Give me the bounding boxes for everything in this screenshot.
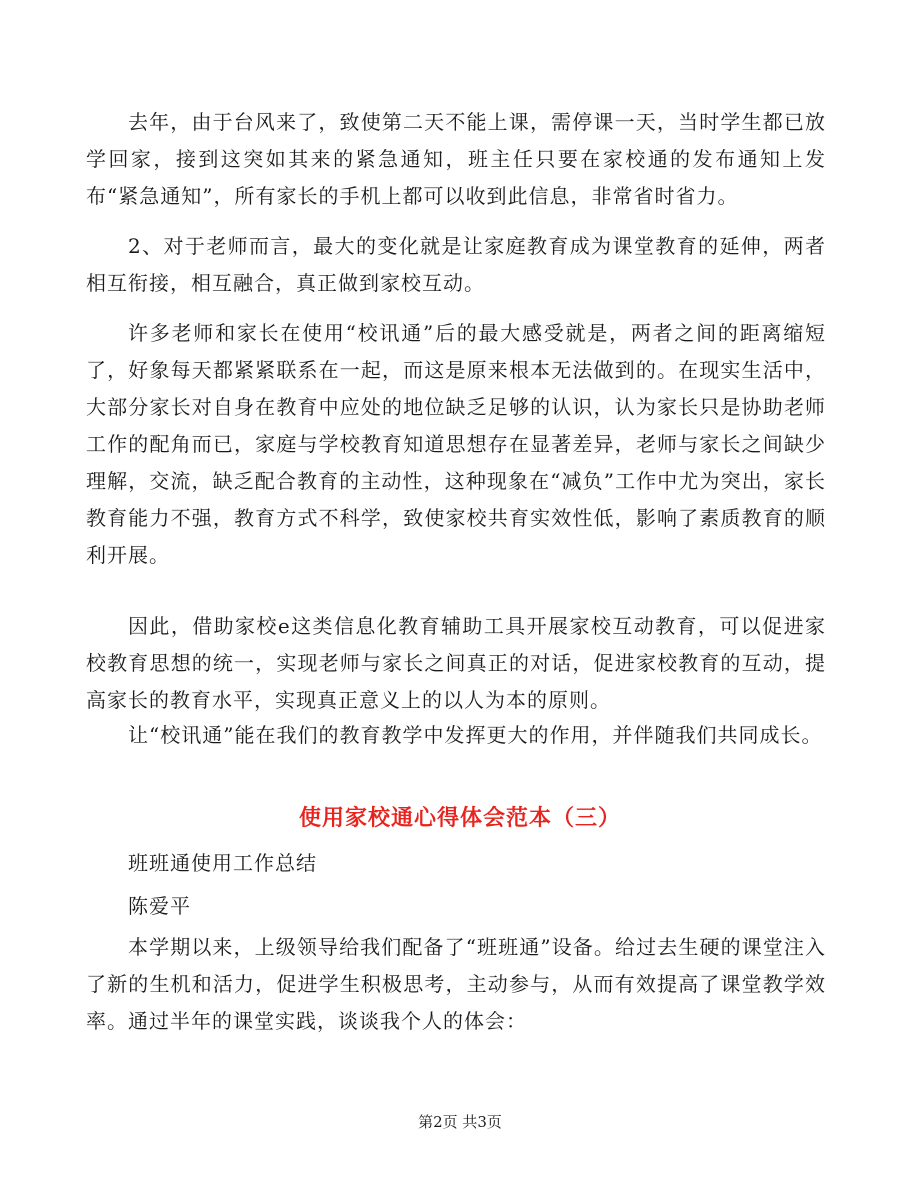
summary-subtitle: 班班通使用工作总结: [128, 851, 317, 875]
paragraph-therefore: 因此，借助家校e这类信息化教育辅助工具开展家校互动教育，可以促进家校教育思想的统一，实现老师与家长之间真正的对话，促进家校教育的互动，提高家长的教育水平，实现真正意义上的以人为本的原则。: [86, 614, 826, 712]
author-name: 陈爱平: [128, 894, 191, 918]
paragraph-teacher-change: 2、对于老师而言，最大的变化就是让家庭教育成为课堂教育的延伸，两者相互衔接，相互融合，真正做到家校互动。: [86, 234, 826, 295]
page-number-footer: 第2页 共3页: [418, 1113, 502, 1131]
paragraph-typhoon-notice: 去年，由于台风来了，致使第二天不能上课，需停课一天，当时学生都已放学回家，接到这突如其来的紧急通知，班主任只要在家校通的发布通知上发布“紧急通知”，所有家长的手机上都可以收到此信息，非常省时省力。: [86, 110, 826, 208]
paragraph-distance-shortened: 许多老师和家长在使用“校讯通”后的最大感受就是，两者之间的距离缩短了，好象每天都紧紧联系在一起，而这是原来根本无法做到的。在现实生活中，大部分家长对自身在教育中应处的地位缺乏足够的认识，认为家长只是协助老师工作的配角而已，家庭与学校教育知道思想存在显著差异，老师与家长之间缺少理解，交流，缺乏配合教育的主动性，这种现象在“减负”工作中尤为突出，家长教育能力不强，教育方式不科学，致使家校共育实效性低，影响了素质教育的顺利开展。: [86, 321, 826, 567]
section-title: 使用家校通心得体会范本（三）: [298, 805, 621, 831]
paragraph-semester-intro: 本学期以来，上级领导给我们配备了“班班通”设备。给过去生硬的课堂注入了新的生机和活力，促进学生积极思考，主动参与，从而有效提高了课堂教学效率。通过半年的课堂实践，谈谈我个人的体会：: [86, 935, 826, 1033]
paragraph-grow-together: 让“校讯通”能在我们的教育教学中发挥更大的作用，并伴随我们共同成长。: [128, 723, 823, 747]
